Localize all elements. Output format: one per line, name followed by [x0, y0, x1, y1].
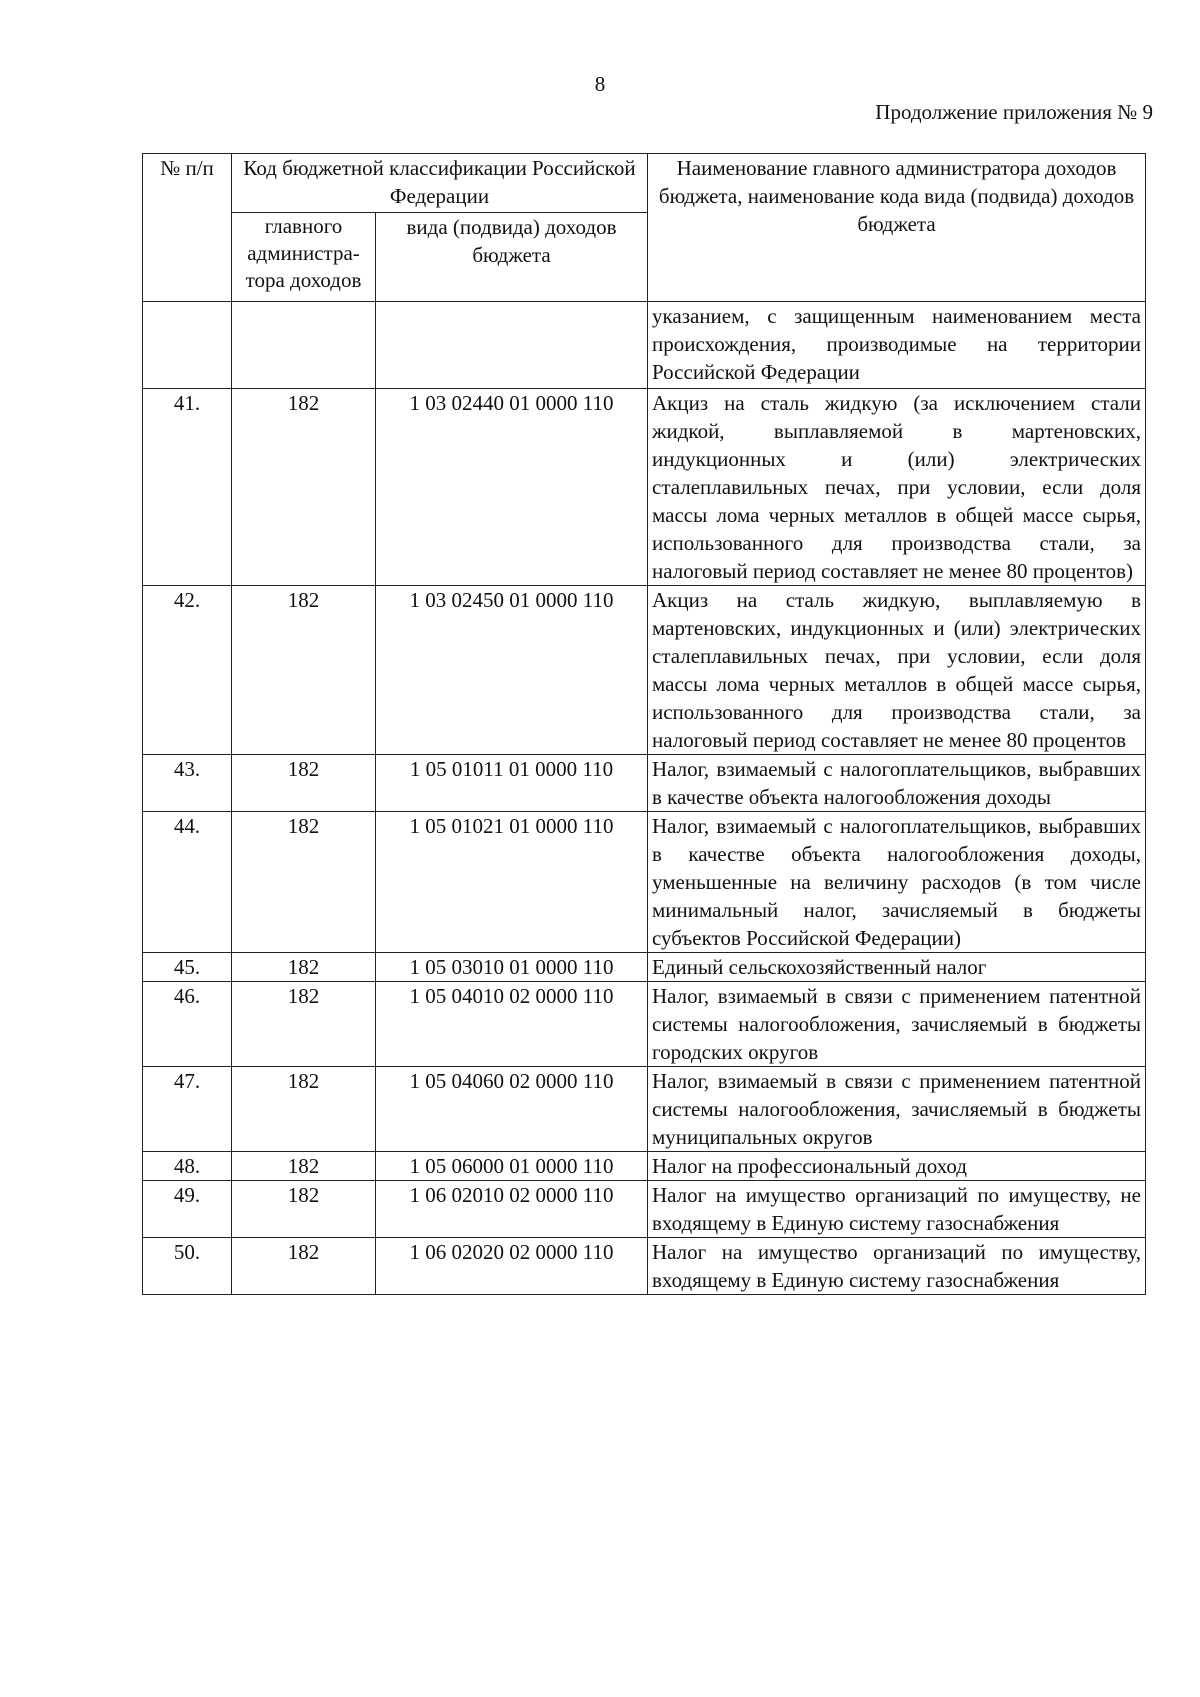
cell-name: Единый сельскохозяйственный налог [648, 953, 1146, 982]
cell-name: Налог на профессиональный доход [648, 1152, 1146, 1181]
cell-number: 50. [143, 1238, 232, 1295]
table-row [143, 389, 1146, 586]
cell-admin [232, 302, 376, 389]
cell-code: 1 03 02440 01 0000 110 [376, 389, 648, 586]
table-row [143, 982, 1146, 1067]
table-row [143, 755, 1146, 812]
cell-number: 42. [143, 586, 232, 755]
header-code-group: Код бюджетной классификации Российской Федерации [232, 154, 648, 213]
cell-admin: 182 [232, 1067, 376, 1152]
cell-name: Налог на имущество организаций по имуществу, не входящему в Единую систему газоснабжения [648, 1181, 1146, 1238]
cell-admin: 182 [232, 755, 376, 812]
table-row [143, 953, 1146, 982]
cell-code: 1 05 04060 02 0000 110 [376, 1067, 648, 1152]
cell-code: 1 03 02450 01 0000 110 [376, 586, 648, 755]
cell-admin: 182 [232, 1181, 376, 1238]
cell-name: указанием, с защищенным наименованием места происхождения, производимые на территории Российской Федерации [648, 302, 1146, 389]
cell-number: 48. [143, 1152, 232, 1181]
cell-number: 47. [143, 1067, 232, 1152]
header-kind-code: вида (подвида) доходов бюджета [376, 213, 648, 302]
table-row [143, 1152, 1146, 1181]
cell-number: 45. [143, 953, 232, 982]
table-row [143, 586, 1146, 755]
continuation-row [143, 302, 1146, 389]
cell-code: 1 05 06000 01 0000 110 [376, 1152, 648, 1181]
cell-number [143, 302, 232, 389]
table-row [143, 1181, 1146, 1238]
table-row [143, 812, 1146, 953]
cell-code [376, 302, 648, 389]
cell-admin: 182 [232, 982, 376, 1067]
cell-admin: 182 [232, 586, 376, 755]
cell-code: 1 05 01021 01 0000 110 [376, 812, 648, 953]
cell-name: Акциз на сталь жидкую (за исключением стали жидкой, выплавляемой в мартеновских, индукционных и (или) электрических сталеплавильных печах, при условии, если доля массы лома черных металлов в общей массе сырья, использованного для производства стали, за налоговый период составляет не менее 80 процентов) [648, 389, 1146, 586]
header-number: № п/п [143, 154, 232, 302]
cell-admin: 182 [232, 812, 376, 953]
cell-code: 1 05 03010 01 0000 110 [376, 953, 648, 982]
cell-number: 44. [143, 812, 232, 953]
table-row [143, 1238, 1146, 1295]
cell-name: Акциз на сталь жидкую, выплавляемую в мартеновских, индукционных и (или) электрических сталеплавильных печах, при условии, если доля массы лома черных металлов в общей массе сырья, использованного для производства стали, за налоговый период составляет не менее 80 процентов [648, 586, 1146, 755]
cell-code: 1 05 04010 02 0000 110 [376, 982, 648, 1067]
header-admin-code: главного администра-тора доходов [232, 213, 376, 302]
cell-name: Налог, взимаемый с налогоплательщиков, выбравших в качестве объекта налогообложения доходы, уменьшенные на величину расходов (в том числе минимальный налог, зачисляемый в бюджеты субъектов Российской Федерации) [648, 812, 1146, 953]
cell-code: 1 05 01011 01 0000 110 [376, 755, 648, 812]
cell-admin: 182 [232, 389, 376, 586]
header-row-top [143, 154, 1146, 213]
cell-admin: 182 [232, 1152, 376, 1181]
table-body [143, 302, 1146, 1295]
table-row [143, 1067, 1146, 1152]
cell-number: 46. [143, 982, 232, 1067]
cell-name: Налог, взимаемый с налогоплательщиков, выбравших в качестве объекта налогообложения доходы [648, 755, 1146, 812]
budget-classification-table [142, 153, 1146, 1295]
cell-name: Налог, взимаемый в связи с применением патентной системы налогообложения, зачисляемый в бюджеты муниципальных округов [648, 1067, 1146, 1152]
header-name: Наименование главного администратора доходов бюджета, наименование кода вида (подвида) доходов бюджета [648, 154, 1146, 302]
cell-admin: 182 [232, 1238, 376, 1295]
cell-code: 1 06 02020 02 0000 110 [376, 1238, 648, 1295]
cell-name: Налог на имущество организаций по имуществу, входящему в Единую систему газоснабжения [648, 1238, 1146, 1295]
page-number: 8 [594, 72, 606, 96]
cell-number: 49. [143, 1181, 232, 1238]
cell-name: Налог, взимаемый в связи с применением патентной системы налогообложения, зачисляемый в бюджеты городских округов [648, 982, 1146, 1067]
appendix-caption: Продолжение приложения № 9 [875, 100, 1153, 124]
cell-code: 1 06 02010 02 0000 110 [376, 1181, 648, 1238]
cell-number: 43. [143, 755, 232, 812]
cell-admin: 182 [232, 953, 376, 982]
cell-number: 41. [143, 389, 232, 586]
